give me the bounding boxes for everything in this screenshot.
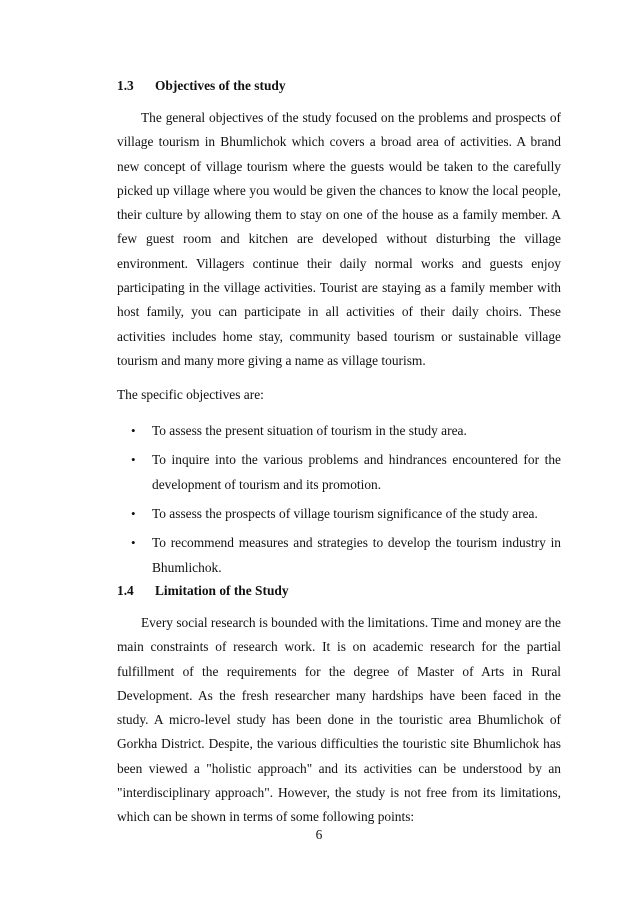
bullet-icon: •: [131, 423, 136, 438]
list-item: • To inquire into the various problems and hindrances encountered for the development of tourism and its promotion.: [117, 447, 561, 497]
objectives-list: [117, 418, 561, 584]
list-item: • To assess the present situation of tourism in the study area.: [117, 418, 561, 443]
specific-objectives-intro: The specific objectives are:: [117, 387, 264, 402]
section-number: 1.3: [117, 78, 134, 93]
limitation-paragraph: Every social research is bounded with the limitations. Time and money are the main constraints of research work. It is on academic research for the partial fulfillment of the requirements for the degree of Master of Arts in Rural Development. As the fresh researcher many hardships have been faced in the study. A micro-level study has been done in the touristic area Bhumlichok of Gorkha District. Despite, the various difficulties the touristic site Bhumlichok has been viewed a "holistic approach" and its activities can be understood by an "interdisciplinary approach". However, the study is not free from its limitations, which can be shown in terms of some following points:: [117, 615, 561, 825]
section-title: Limitation of the Study: [155, 583, 289, 598]
page-number: 6: [315, 827, 323, 842]
list-item: • To recommend measures and strategies to develop the tourism industry in Bhumlichok.: [117, 530, 561, 580]
section-number: 1.4: [117, 583, 134, 598]
bullet-icon: •: [131, 506, 136, 521]
section-1-3-heading: [117, 77, 286, 95]
section-title: Objectives of the study: [155, 78, 286, 93]
bullet-icon: •: [131, 535, 136, 550]
objectives-paragraph: The general objectives of the study focused on the problems and prospects of village tourism in Bhumlichok which covers a broad area of activities. A brand new concept of village tourism where the guests would be taken to the carefully picked up village where you would be given the chances to know the local people, their culture by allowing them to stay on one of the house as a family member. A few guest room and kitchen are developed without disturbing the village environment. Villagers continue their daily normal works and guests enjoy participating in the village activities. Tourist are staying as a family member with host family, you can participate in all activities of their daily choirs. These activities includes home stay, community based tourism or sustainable village tourism and many more giving a name as village tourism.: [117, 110, 561, 368]
list-item: • To assess the prospects of village tourism significance of the study area.: [117, 501, 561, 526]
section-1-4-heading: [117, 582, 289, 600]
bullet-icon: •: [131, 452, 136, 467]
